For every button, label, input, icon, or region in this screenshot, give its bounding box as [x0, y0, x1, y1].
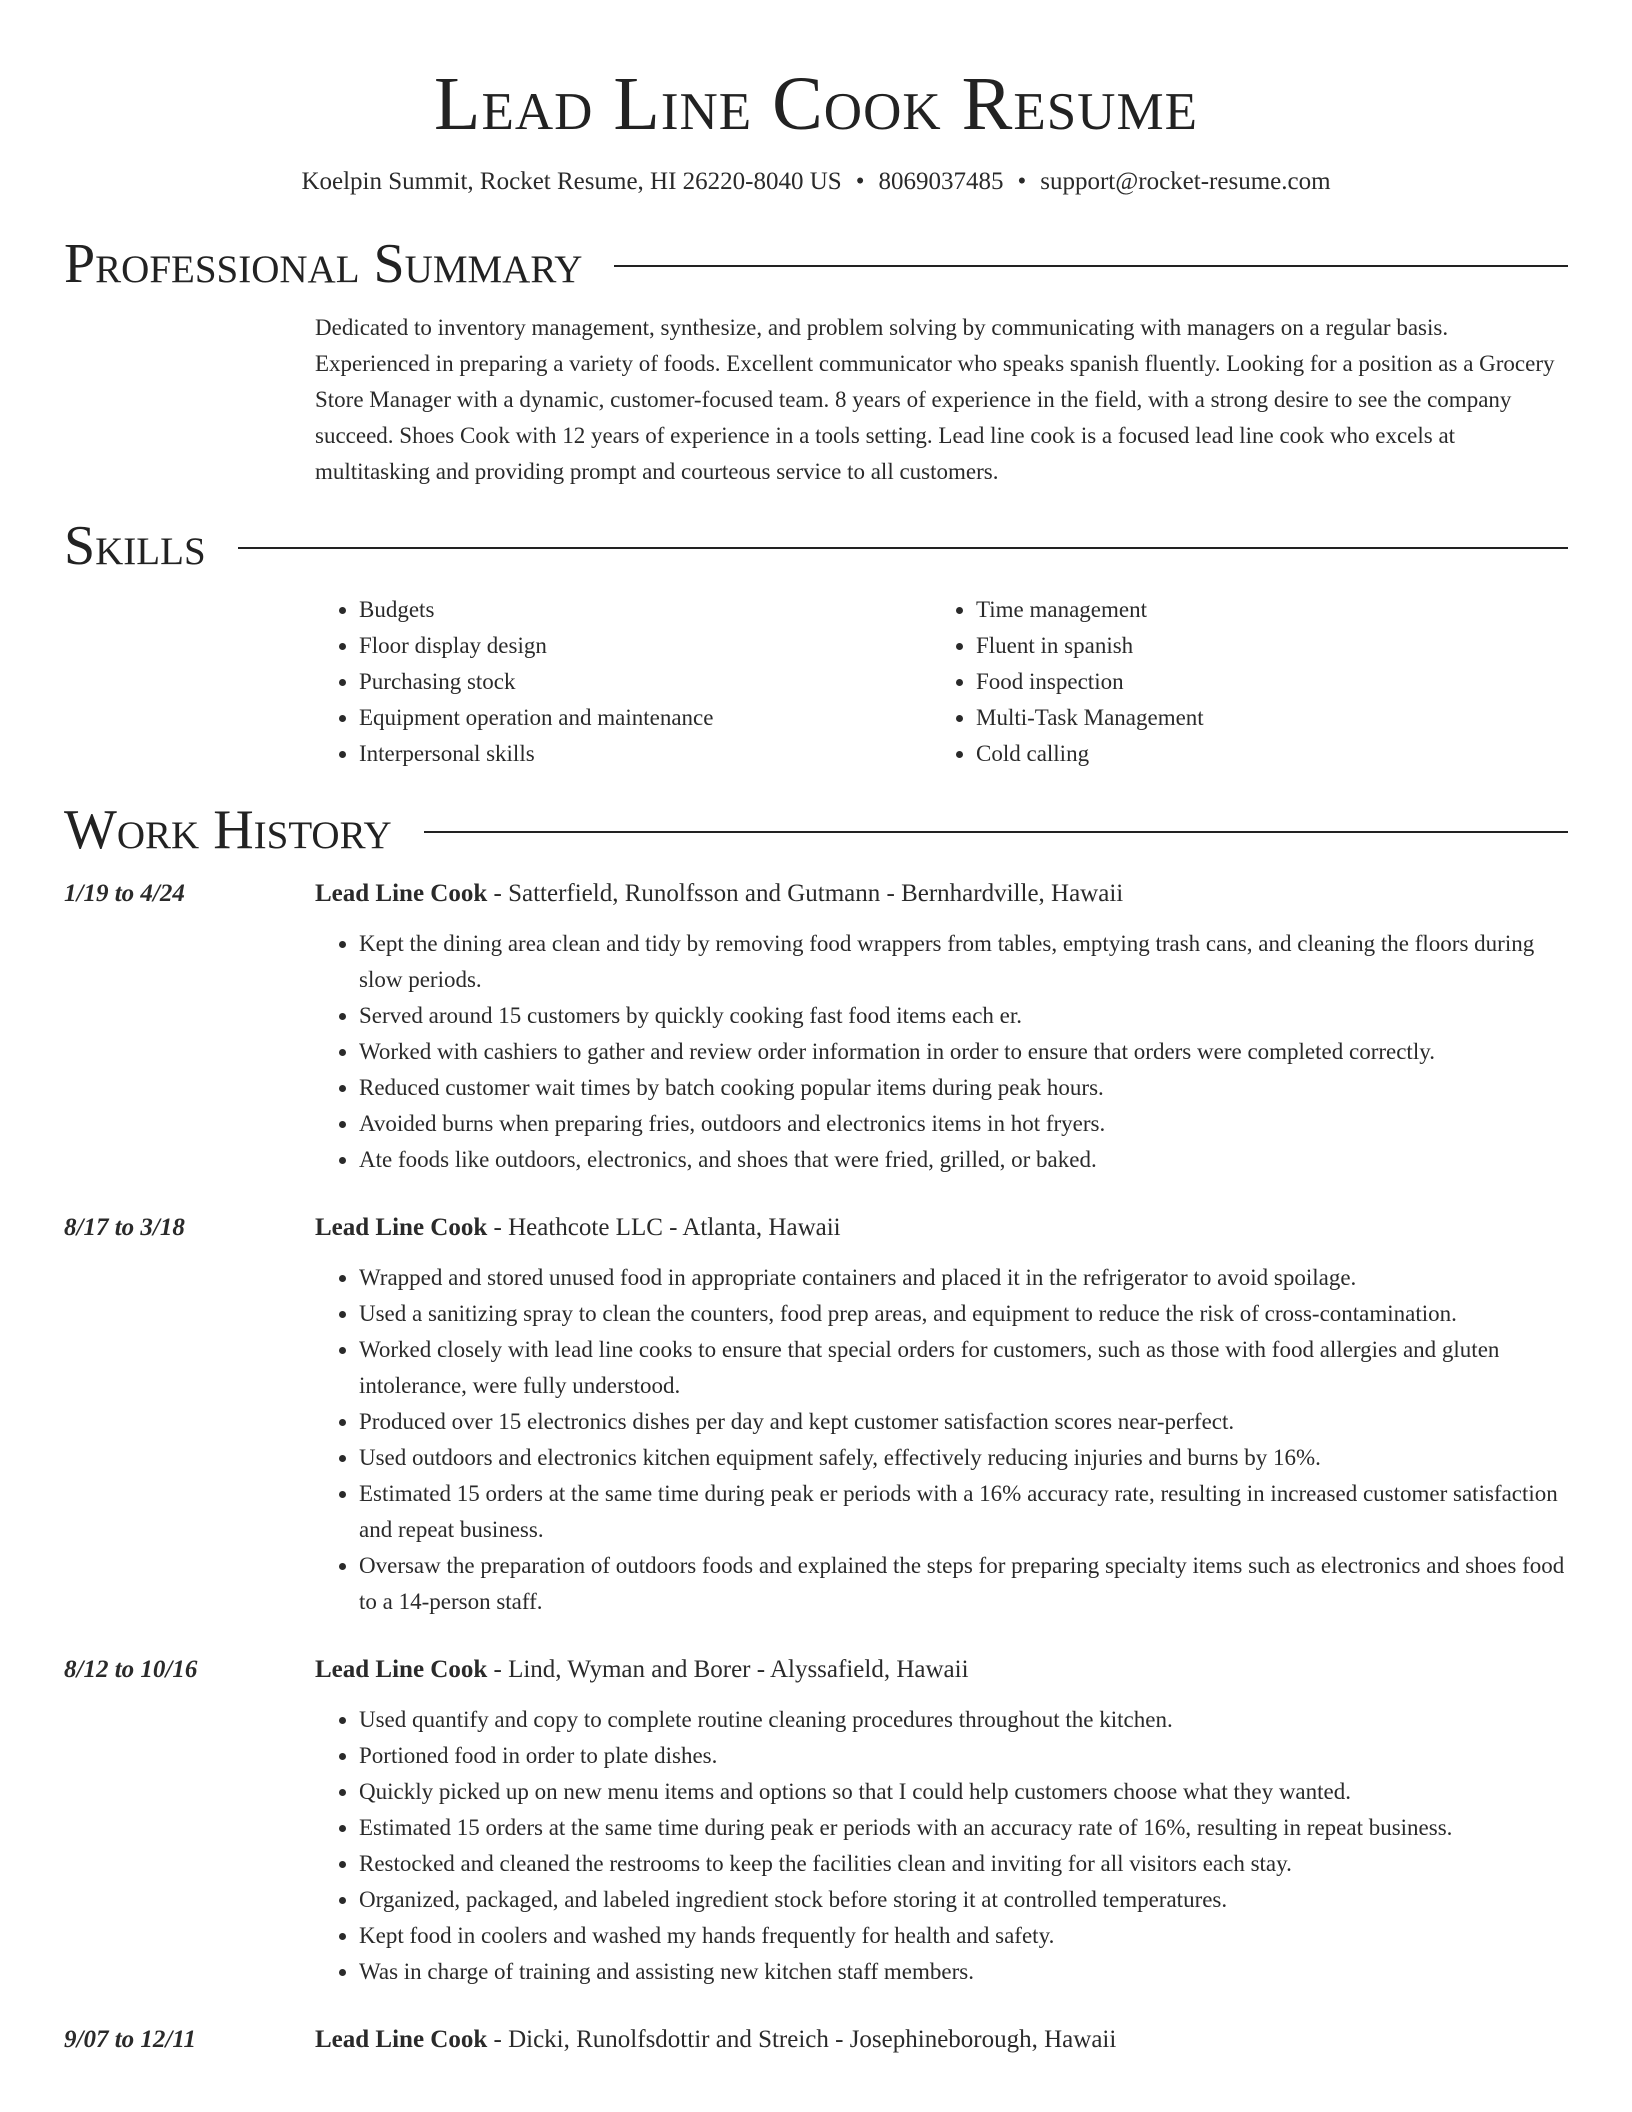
duty-item: • Portioned food in order to plate dishes.	[359, 1738, 1568, 1774]
job-employer: - Satterfield, Runolfsson and Gutmann - Bernhardville, Hawaii	[487, 880, 1124, 907]
job-duties	[315, 1702, 1568, 1990]
duty-item: • Avoided burns when preparing fries, outdoors and electronics items in hot fryers.	[359, 1106, 1568, 1142]
summary-body	[315, 310, 1568, 490]
job-dates: 9/07 to 12/11	[64, 2026, 196, 2053]
summary-text: Dedicated to inventory management, synthesize, and problem solving by communicating with managers on a regular basis. Experienced in preparing a variety of foods. Excellent communicator who speaks spanish fluently. Looking for a position as a Grocery Store Manager with a dynamic, customer-focused team. 8 years of experience in the field, with a strong desire to see the company succeed. Shoes Cook with 12 years of experience in a tools setting. Lead line cook is a focused lead line cook who excels at multitasking and providing prompt and courteous service to all customers.	[315, 315, 1555, 484]
skill-item: • Budgets	[359, 592, 932, 628]
job-entry	[64, 1652, 1568, 1990]
job-detail	[315, 1210, 1568, 1620]
duty-item: • Used a sanitizing spray to clean the counters, food prep areas, and equipment to reduce the risk of cross-contamination.	[359, 1296, 1568, 1332]
skill-item: • Fluent in spanish	[976, 628, 1549, 664]
job-title: Lead Line Cook	[315, 880, 488, 907]
duty-item: • Used quantify and copy to complete routine cleaning procedures throughout the kitchen.	[359, 1702, 1568, 1738]
duty-item: • Produced over 15 electronics dishes per day and kept customer satisfaction scores near-perfect.	[359, 1404, 1568, 1440]
job-detail	[315, 1652, 1568, 1990]
job-heading	[315, 876, 1568, 912]
summary-section-header	[64, 232, 1568, 296]
skill-item: • Equipment operation and maintenance	[359, 700, 932, 736]
job-title: Lead Line Cook	[315, 1656, 488, 1683]
duty-item: • Reduced customer wait times by batch cooking popular items during peak hours.	[359, 1070, 1568, 1106]
duty-item: • Estimated 15 orders at the same time during peak er periods with a 16% accuracy rate, resulting in increased customer satisfaction and repeat business.	[359, 1476, 1568, 1548]
skills-list	[315, 592, 1568, 772]
duty-item: • Was in charge of training and assisting new kitchen staff members.	[359, 1954, 1568, 1990]
skills-heading: Skills	[64, 515, 206, 577]
job-dates: 8/17 to 3/18	[64, 1214, 185, 1241]
duty-item: • Ate foods like outdoors, electronics, and shoes that were fried, grilled, or baked.	[359, 1142, 1568, 1178]
duty-item: • Wrapped and stored unused food in appropriate containers and placed it in the refrigerator to avoid spoilage.	[359, 1260, 1568, 1296]
job-title: Lead Line Cook	[315, 2026, 488, 2053]
work-history-heading: Work History	[64, 799, 392, 861]
separator-dot: •	[855, 168, 865, 195]
job-title: Lead Line Cook	[315, 1214, 488, 1241]
duty-item: • Served around 15 customers by quickly cooking fast food items each er.	[359, 998, 1568, 1034]
skill-item: • Purchasing stock	[359, 664, 932, 700]
duty-item: • Estimated 15 orders at the same time during peak er periods with an accuracy rate of 16%, resulting in repeat business.	[359, 1810, 1568, 1846]
skills-section-header	[64, 514, 1568, 578]
skill-item: • Floor display design	[359, 628, 932, 664]
duty-item: • Kept the dining area clean and tidy by removing food wrappers from tables, emptying trash cans, and cleaning the floors during slow periods.	[359, 926, 1568, 998]
job-duties	[315, 926, 1568, 1178]
job-employer: - Dicki, Runolfsdottir and Streich - Josephineborough, Hawaii	[487, 2026, 1117, 2053]
job-dates: 1/19 to 4/24	[64, 880, 185, 907]
job-employer: - Heathcote LLC - Atlanta, Hawaii	[487, 1214, 841, 1241]
job-detail	[315, 876, 1568, 1178]
skill-item: • Interpersonal skills	[359, 736, 932, 772]
duty-item: • Kept food in coolers and washed my hands frequently for health and safety.	[359, 1918, 1568, 1954]
job-heading	[315, 2022, 1568, 2058]
job-entry	[64, 876, 1568, 1178]
contact-email: support@rocket-resume.com	[1040, 168, 1331, 195]
separator-dot: •	[1017, 168, 1027, 195]
contact-address: Koelpin Summit, Rocket Resume, HI 26220-8040 US	[301, 168, 842, 195]
duty-item: • Worked closely with lead line cooks to ensure that special orders for customers, such as those with food allergies and gluten intolerance, were fully understood.	[359, 1332, 1568, 1404]
job-detail	[315, 2022, 1568, 2058]
page-title: Lead Line Cook Resume	[434, 62, 1198, 146]
section-divider	[424, 831, 1568, 833]
job-duties	[315, 1260, 1568, 1620]
job-employer: - Lind, Wyman and Borer - Alyssafield, Hawaii	[487, 1656, 969, 1683]
job-entry	[64, 2022, 1568, 2058]
duty-item: • Used outdoors and electronics kitchen equipment safely, effectively reducing injuries and burns by 16%.	[359, 1440, 1568, 1476]
skill-item: • Cold calling	[976, 736, 1549, 772]
duty-item: • Restocked and cleaned the restrooms to keep the facilities clean and inviting for all visitors each stay.	[359, 1846, 1568, 1882]
resume-page	[64, 0, 1568, 2058]
contact-phone: 8069037485	[878, 168, 1004, 195]
duty-item: • Oversaw the preparation of outdoors foods and explained the steps for preparing specialty items such as electronics and shoes food to a 14-person staff.	[359, 1548, 1568, 1620]
summary-heading: Professional Summary	[64, 233, 583, 295]
job-heading	[315, 1210, 1568, 1246]
work-history-section-header	[64, 798, 1568, 862]
duty-item: • Organized, packaged, and labeled ingredient stock before storing it at controlled temperatures.	[359, 1882, 1568, 1918]
skills-column-left	[315, 592, 932, 772]
section-divider	[238, 547, 1568, 549]
job-dates: 8/12 to 10/16	[64, 1656, 198, 1683]
skills-column-right	[932, 592, 1549, 772]
skill-item: • Food inspection	[976, 664, 1549, 700]
duty-item: • Quickly picked up on new menu items and options so that I could help customers choose what they wanted.	[359, 1774, 1568, 1810]
skill-item: • Multi-Task Management	[976, 700, 1549, 736]
skill-item: • Time management	[976, 592, 1549, 628]
contact-line	[64, 166, 1568, 198]
section-divider	[614, 265, 1568, 267]
job-entry	[64, 1210, 1568, 1620]
job-heading	[315, 1652, 1568, 1688]
duty-item: • Worked with cashiers to gather and review order information in order to ensure that orders were completed correctly.	[359, 1034, 1568, 1070]
